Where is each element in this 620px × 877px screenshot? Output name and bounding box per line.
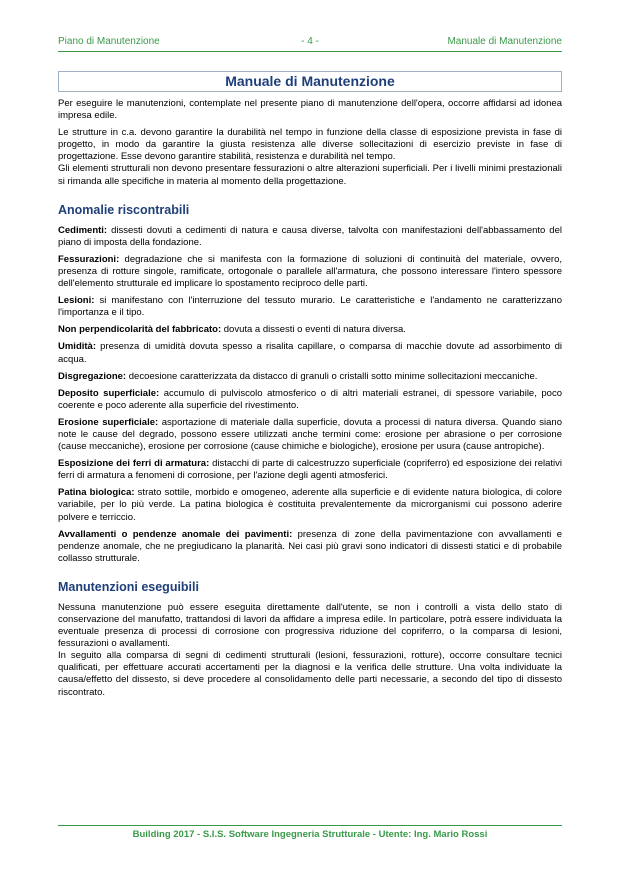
footer-divider: [58, 825, 562, 826]
anomaly-term: Umidità:: [58, 341, 96, 353]
intro-paragraph: Per eseguire le manutenzioni, contemplate nel presente piano di manutenzione dell'opera, occorre affidarsi ad idonea impresa edile.: [58, 98, 562, 122]
anomaly-term: Patina biologica:: [58, 487, 135, 499]
anomaly-term: Non perpendicolarità del fabbricato:: [58, 324, 222, 336]
anomaly-term: Avvallamenti o pendenze anomale dei pavimenti:: [58, 528, 293, 540]
anomaly-term: Erosione superficiale:: [58, 416, 159, 428]
anomaly-description: distacchi di parte di calcestruzzo superficiale (copriferro) ed esposizione dei relativi ferri di armatura a fenomeni di corrosione, per l'azione degli agenti atmosferici.: [58, 458, 562, 482]
anomaly-term: Fessurazioni:: [58, 253, 120, 265]
anomaly-item: [58, 417, 562, 453]
anomaly-term: Disgregazione:: [58, 370, 127, 382]
anomaly-description: dovuta a dissesti o eventi di natura diversa.: [221, 324, 406, 336]
anomaly-description: decoesione caratterizzata da distacco di granuli o cristalli sotto minime sollecitazioni meccaniche.: [126, 370, 538, 382]
anomaly-description: presenza di zone della pavimentazione con avvallamenti e pendenze anomale, che ne pregiudicano la planarità. Nei casi più gravi sono indicatori di dissesti statici e di probabile collasso strutturale.: [58, 528, 562, 564]
document-body: [58, 98, 562, 704]
anomaly-item: [58, 254, 562, 290]
page-header: [58, 36, 562, 50]
document-title: Manuale di Manutenzione: [58, 71, 562, 92]
anomaly-item: [58, 487, 562, 523]
anomaly-description: dissesti dovuti a cedimenti di natura e causa diverse, talvolta con manifestazioni dell'abbassamento del piano di imposta della fondazione.: [58, 224, 562, 248]
header-divider: [58, 51, 562, 52]
header-left: Piano di Manutenzione: [58, 36, 160, 47]
anomaly-description: presenza di umidità dovuta spesso a risalita capillare, o comparsa di macchie dovute ad assorbimento di acqua.: [58, 341, 562, 365]
anomaly-item: [58, 225, 562, 249]
anomaly-item: [58, 529, 562, 565]
anomaly-item: [58, 371, 562, 383]
anomaly-description: accumulo di pulviscolo atmosferico o di altri materiali estranei, di spessore variabile, poco coerente e poco aderente alla superficie del rivestimento.: [58, 387, 562, 411]
anomaly-item: [58, 458, 562, 482]
page-footer: Building 2017 - S.I.S. Software Ingegneria Strutturale - Utente: Ing. Mario Rossi: [132, 829, 488, 840]
intro-paragraph: Le strutture in c.a. devono garantire la durabilità nel tempo in funzione della classe di esposizione prevista in fase di progetto, in modo da garantire la giusta resistenza alle diverse sollecitazioni di esercizio previste in fase di progettazione. Esse devono garantire stabilità, resistenza e durabilità nel tempo.: [58, 127, 562, 163]
anomaly-term: Esposizione dei ferri di armatura:: [58, 458, 210, 470]
section-heading-anomalie: Anomalie riscontrabili: [58, 202, 190, 217]
anomaly-item: [58, 388, 562, 412]
anomaly-term: Cedimenti:: [58, 224, 108, 236]
maintenance-paragraph: In seguito alla comparsa di segni di cedimenti strutturali (lesioni, fessurazioni, rotture), occorre consultare tecnici qualificati, per effettuare accurati accertamenti per la diagnosi e la verifica delle strutture. Una volta individuate la causa/effetto del dissesto, si deve procedere al consolidamento delle parti necessarie, a secondo del tipo di dissesto riscontrato.: [58, 650, 562, 698]
anomaly-description: degradazione che si manifesta con la formazione di soluzioni di continuità del materiale, ovvero, presenza di rotture singole, ramificate, ortogonale o parallele all'armatura, che possono interessare l'intero spessore dell'elemento strutturale ed implicare lo spostamento reciproco delle parti.: [58, 253, 562, 290]
anomaly-description: si manifestano con l'interruzione del tessuto murario. Le caratteristiche e l'andamento ne caratterizzano l'importanza e il tipo.: [58, 295, 562, 319]
anomaly-term: Deposito superficiale:: [58, 387, 160, 399]
anomaly-item: [58, 295, 562, 319]
header-page-number: - 4 -: [301, 36, 319, 47]
anomaly-item: [58, 324, 562, 336]
anomaly-description: strato sottile, morbido e omogeneo, aderente alla superficie e di evidente natura biologica, di colore variabile, per lo più verde. La patina biologica è costituita prevalentemente da microrganismi cui possono aderire polvere e terriccio.: [58, 487, 562, 523]
anomaly-description: asportazione di materiale dalla superficie, dovuta a processi di natura diversa. Quando siano note le cause del degrado, possono essere utilizzati anche termini come: erosione per abrasione o per corrosione (cause meccaniche), erosione per corrosione (cause chimiche e biologiche), erosione per usura (cause antropiche).: [58, 416, 562, 453]
section-heading-manutenzioni: Manutenzioni eseguibili: [58, 579, 199, 594]
maintenance-paragraph: Nessuna manutenzione può essere eseguita direttamente dall'utente, se non i controlli a vista dello stato di conservazione del manufatto, trattandosi di lavori da affidare a impresa edile. In particolare, potrà essere individuata la eventuale presenza di processi di corrosione con progressiva riduzione del copriferro, o la comparsa di lesioni, fessurazioni o avallamenti.: [58, 601, 562, 650]
header-right: Manuale di Manutenzione: [447, 36, 562, 47]
anomaly-item: [58, 341, 562, 365]
anomaly-term: Lesioni:: [58, 295, 95, 307]
intro-paragraph: Gli elementi strutturali non devono presentare fessurazioni o altre alterazioni superficiali. Per i livelli minimi prestazionali si rimanda alle specifiche in materia al momento della progettazione.: [58, 163, 562, 187]
